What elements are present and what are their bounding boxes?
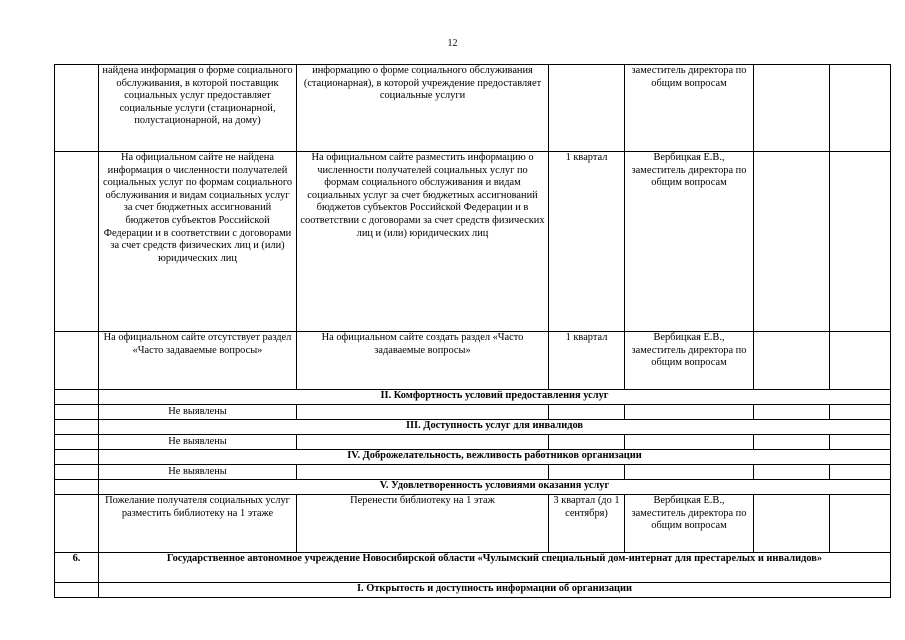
number-cell	[55, 450, 99, 465]
deficiency-cell: На официальном сайте не найдена информация о численности получателей социальных услуг по формам социального обслуживания и видам социальных услуг за счет бюджетных ассигнований бюджетов субъектов Российской Федерации и в соответствии с договорами за счет средств физических лиц и (или) юридических лиц	[99, 152, 297, 332]
number-cell	[55, 583, 99, 598]
measure-cell: Перенести библиотеку на 1 этаж	[297, 495, 549, 553]
table-row	[55, 65, 891, 152]
organization-name: Государственное автономное учреждение Новосибирской области «Чулымский специальный дом-интернат для престарелых и инвалидов»	[99, 553, 891, 583]
responsible-cell: Вербицкая Е.В., заместитель директора по общим вопросам	[625, 495, 754, 553]
section-row	[55, 450, 891, 465]
section-heading: II. Комфортность условий предоставления услуг	[99, 390, 891, 405]
number-cell	[55, 465, 99, 480]
result-cell	[754, 65, 830, 152]
section-row	[55, 390, 891, 405]
improvement-plan-table	[54, 64, 891, 598]
table-row	[55, 152, 891, 332]
deficiency-cell: Не выявлены	[99, 465, 297, 480]
number-cell	[55, 420, 99, 435]
number-cell	[55, 480, 99, 495]
section-row	[55, 420, 891, 435]
deadline-cell: 1 квартал	[549, 152, 625, 332]
measure-cell: На официальном сайте разместить информацию о численности получателей социальных услуг по формам социального обслуживания и видам социальных услуг за счет бюджетных ассигнований бюджетов субъектов Российской Федерации и в соответствии с договорами за счет средств физических лиц и (или) юридических лиц	[297, 152, 549, 332]
section-heading: III. Доступность услуг для инвалидов	[99, 420, 891, 435]
table-row	[55, 495, 891, 553]
responsible-cell: заместитель директора по общим вопросам	[625, 65, 754, 152]
responsible-cell: Вербицкая Е.В., заместитель директора по общим вопросам	[625, 152, 754, 332]
deadline-cell	[549, 65, 625, 152]
result-cell	[754, 332, 830, 390]
date-cell	[830, 495, 891, 553]
date-cell	[830, 152, 891, 332]
deadline-cell: 3 квартал (до 1 сентября)	[549, 495, 625, 553]
number-cell	[55, 405, 99, 420]
result-cell	[754, 495, 830, 553]
number-cell	[55, 495, 99, 553]
section-heading: IV. Доброжелательность, вежливость работников организации	[99, 450, 891, 465]
number-cell	[55, 332, 99, 390]
section-row	[55, 480, 891, 495]
section-heading: I. Открытость и доступность информации об организации	[99, 583, 891, 598]
table-row	[55, 332, 891, 390]
deficiency-cell: На официальном сайте отсутствует раздел «Часто задаваемые вопросы»	[99, 332, 297, 390]
deficiency-cell: Не выявлены	[99, 405, 297, 420]
number-cell	[55, 390, 99, 405]
number-cell	[55, 152, 99, 332]
table-row	[55, 435, 891, 450]
deadline-cell: 1 квартал	[549, 332, 625, 390]
responsible-cell: Вербицкая Е.В., заместитель директора по общим вопросам	[625, 332, 754, 390]
table-row	[55, 405, 891, 420]
section-heading: V. Удовлетворенность условиями оказания услуг	[99, 480, 891, 495]
organization-number: 6.	[55, 553, 99, 583]
table-row	[55, 465, 891, 480]
section-row	[55, 583, 891, 598]
number-cell	[55, 435, 99, 450]
organization-row	[55, 553, 891, 583]
deficiency-cell: Пожелание получателя социальных услуг разместить библиотеку на 1 этаже	[99, 495, 297, 553]
date-cell	[830, 332, 891, 390]
deficiency-cell: Не выявлены	[99, 435, 297, 450]
page-number: 12	[447, 38, 458, 49]
result-cell	[754, 152, 830, 332]
measure-cell: информацию о форме социального обслуживания (стационарная), в которой учреждение предоставляет социальные услуги	[297, 65, 549, 152]
deficiency-cell: найдена информация о форме социального обслуживания, в которой поставщик социальных услуг предоставляет социальные услуги (стационарной, полустационарной, на дому)	[99, 65, 297, 152]
measure-cell: На официальном сайте создать раздел «Часто задаваемые вопросы»	[297, 332, 549, 390]
date-cell	[830, 65, 891, 152]
number-cell	[55, 65, 99, 152]
